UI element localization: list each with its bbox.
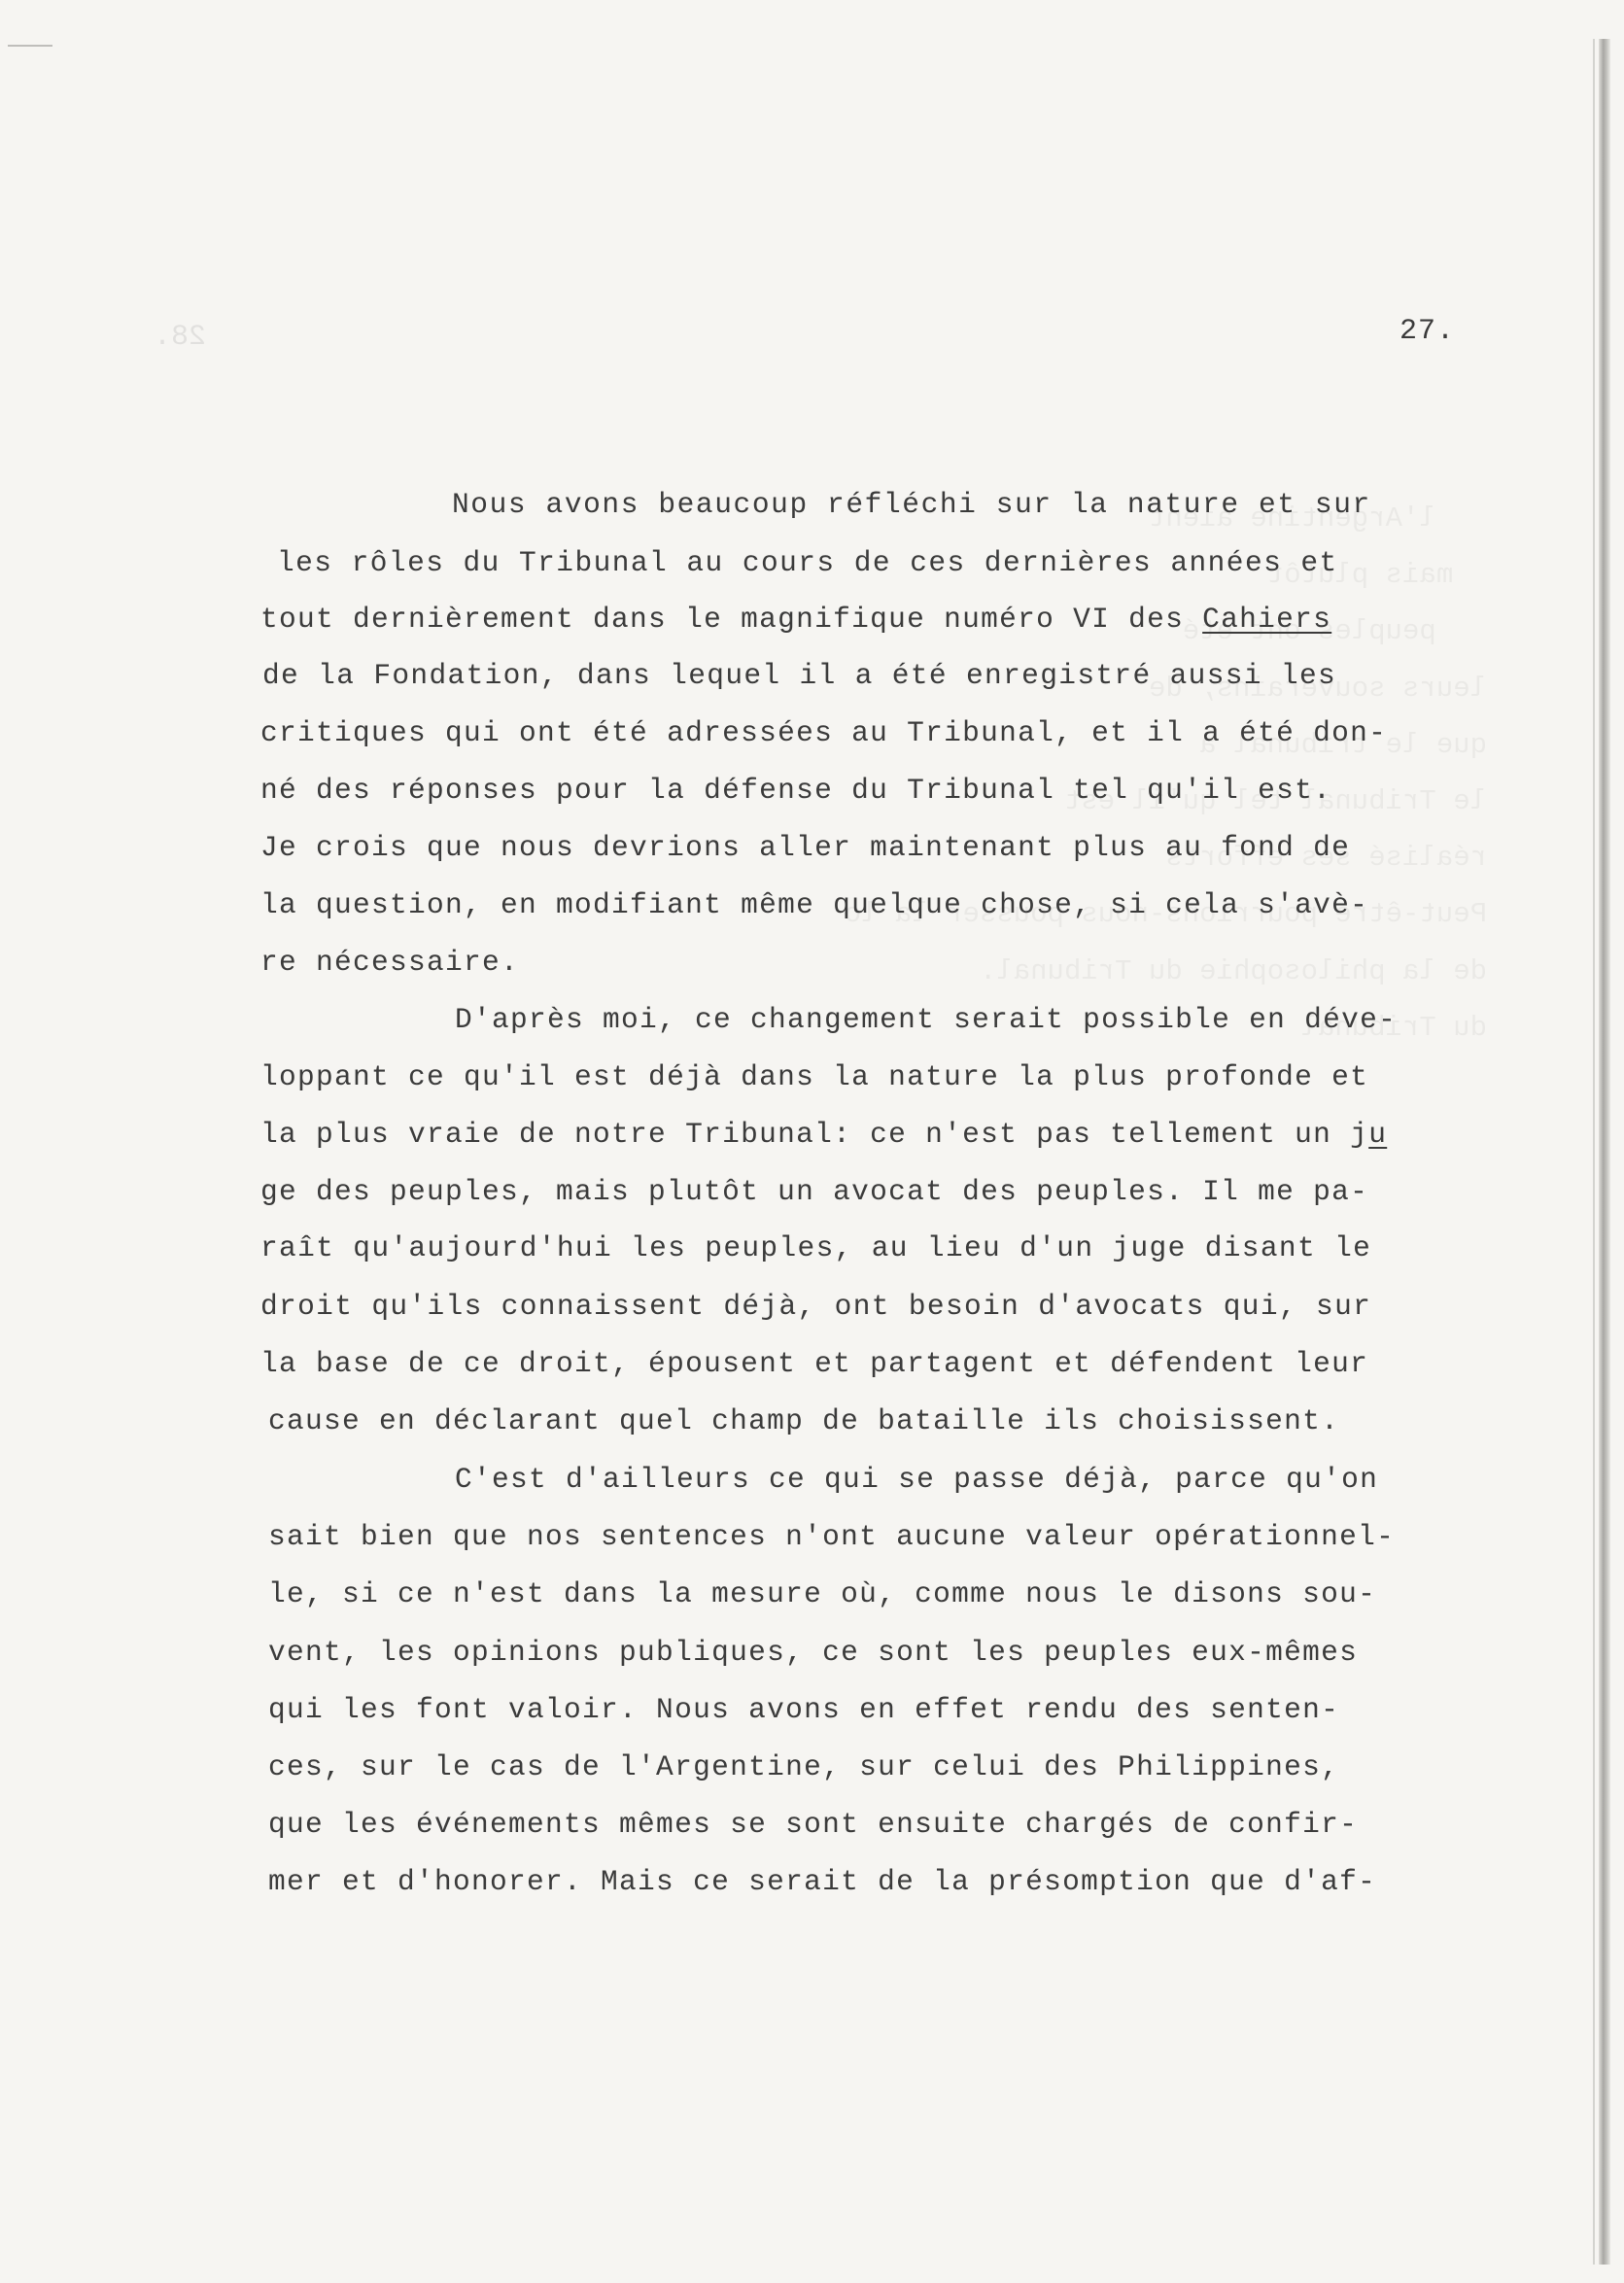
text-line: que les événements mêmes se sont ensuite chargés de confir- — [268, 1808, 1359, 1841]
text-line: la base de ce droit, épousent et partagent et défendent leur — [260, 1347, 1369, 1380]
text-line: mer et d'honorer. Mais ce serait de la présomption que d'af- — [268, 1865, 1377, 1898]
text-line: le, si ce n'est dans la mesure où, comme nous le disons sou- — [268, 1577, 1377, 1610]
text-line: de la Fondation, dans lequel il a été enregistré aussi les — [262, 659, 1337, 692]
text-line: raît qu'aujourd'hui les peuples, au lieu d'un juge disant le — [260, 1231, 1372, 1264]
scan-corner-mark — [8, 45, 52, 47]
text-span: tout dernièrement dans le magnifique numéro VI des — [260, 603, 1203, 636]
text-line: vent, les opinions publiques, ce sont les peuples eux-mêmes — [268, 1636, 1359, 1669]
text-line: D'après moi, ce changement serait possible en déve- — [455, 1003, 1398, 1036]
text-line: loppant ce qu'il est déjà dans la nature la plus profonde et — [260, 1060, 1369, 1093]
text-line: les rôles du Tribunal au cours de ces dernières années et — [277, 546, 1338, 579]
underlined-text: u — [1368, 1118, 1388, 1151]
underlined-text: Cahiers — [1202, 603, 1332, 636]
text-line: qui les font valoir. Nous avons en effet rendu des senten- — [268, 1693, 1340, 1726]
text-line: droit qu'ils connaissent déjà, ont besoin d'avocats qui, sur — [260, 1290, 1372, 1323]
text-line: re nécessaire. — [260, 946, 520, 979]
text-line: ces, sur le cas de l'Argentine, sur celui des Philippines, — [268, 1750, 1340, 1783]
page-edge-shadow — [1599, 39, 1610, 2265]
text-line: critiques qui ont été adressées au Tribunal, et il a été don- — [260, 716, 1388, 749]
bleed-through-page-number: 28. — [154, 321, 207, 354]
text-line: Je crois que nous devrions aller maintenant plus au fond de — [260, 831, 1351, 864]
text-span: la plus vraie de notre Tribunal: ce n'est pas tellement un j — [260, 1118, 1369, 1151]
text-line — [260, 605, 1331, 635]
text-line: ge des peuples, mais plutôt un avocat des peuples. Il me pa- — [260, 1175, 1369, 1208]
text-line: né des réponses pour la défense du Tribunal tel qu'il est. — [260, 774, 1332, 807]
text-line: Nous avons beaucoup réfléchi sur la nature et sur — [452, 488, 1371, 521]
text-line: sait bien que nos sentences n'ont aucune valeur opérationnel- — [268, 1520, 1396, 1553]
page-number: 27. — [1399, 315, 1456, 348]
text-line: cause en déclarant quel champ de bataille ils choisissent. — [268, 1404, 1340, 1437]
text-line — [260, 1118, 1388, 1151]
text-line: C'est d'ailleurs ce qui se passe déjà, parce qu'on — [455, 1463, 1379, 1496]
text-line: la question, en modifiant même quelque chose, si cela s'avè- — [260, 888, 1369, 921]
page-edge-line — [1593, 39, 1595, 2265]
